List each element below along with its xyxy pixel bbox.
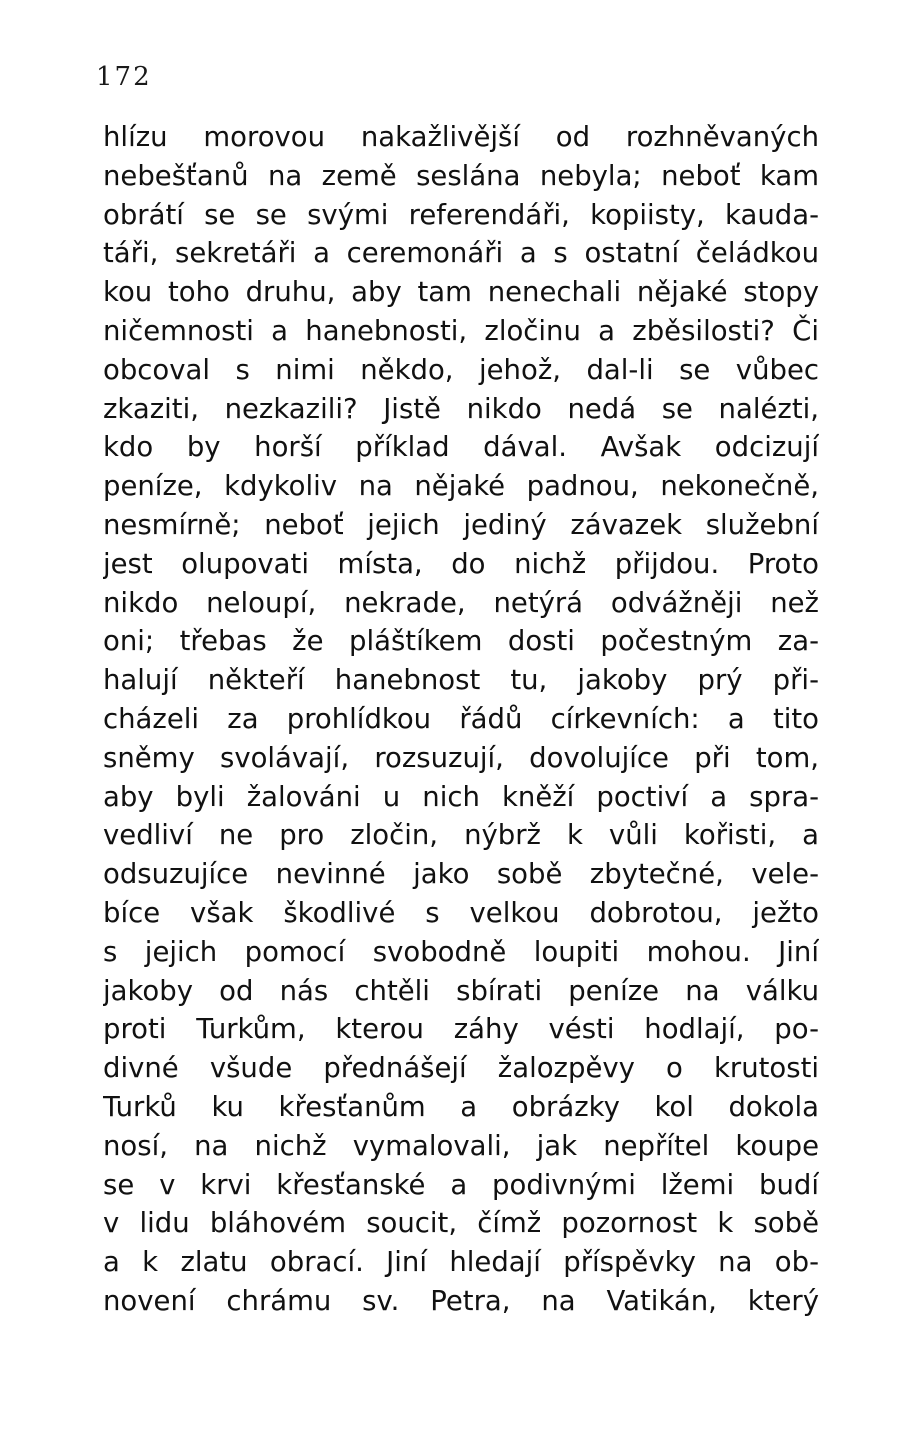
text-line: odsuzujíce nevinné jako sobě zbytečné, vele-	[103, 858, 819, 891]
text-line: nesmírně; neboť jejich jediný závazek služební	[103, 508, 819, 541]
text-line: divné všude přednášejí žalozpěvy o krutosti	[103, 1052, 819, 1085]
text-line: v lidu bláhovém soucit, čímž pozornost k sobě	[103, 1207, 819, 1240]
text-line: kdo by horší příklad dával. Avšak odcizují	[103, 431, 819, 464]
text-line: vedliví ne pro zločin, nýbrž k vůli kořisti, a	[103, 819, 819, 852]
text-line: ničemnosti a hanebnosti, zločinu a zběsilosti? Či	[103, 314, 819, 347]
body-text	[103, 118, 819, 1321]
text-line: aby byli žalováni u nich kněží poctiví a spra-	[103, 780, 819, 813]
text-line: kou toho druhu, aby tam nenechali nějaké stopy	[103, 276, 819, 309]
text-line: cházeli za prohlídkou řádů církevních: a tito	[103, 702, 819, 735]
text-line: peníze, kdykoliv na nějaké padnou, nekonečně,	[103, 470, 819, 503]
text-line: nikdo neloupí, nekrade, netýrá odvážněji než	[103, 586, 819, 619]
text-line: jest olupovati místa, do nichž přijdou. Proto	[103, 547, 819, 580]
page-number: 172	[96, 62, 152, 92]
text-line: se v krvi křesťanské a podivnými lžemi budí	[103, 1168, 819, 1201]
text-line: proti Turkům, kterou záhy vésti hodlají, po-	[103, 1013, 819, 1046]
text-line: obrátí se se svými referendáři, kopiisty, kauda-	[103, 198, 819, 231]
text-line: nosí, na nichž vymalovali, jak nepřítel koupe	[103, 1129, 819, 1162]
text-line: novení chrámu sv. Petra, na Vatikán, který	[103, 1284, 819, 1317]
text-line: nebešťanů na země seslána nebyla; neboť kam	[103, 159, 819, 192]
text-line: sněmy svolávají, rozsuzují, dovolujíce při tom,	[103, 741, 819, 774]
text-line: obcoval s nimi někdo, jehož, dal-li se vůbec	[103, 353, 819, 386]
text-line: jakoby od nás chtěli sbírati peníze na válku	[103, 974, 819, 1007]
text-line: zkaziti, nezkazili? Jistě nikdo nedá se nalézti,	[103, 392, 819, 425]
text-line: oni; třebas že pláštíkem dosti počestným za-	[103, 625, 819, 658]
text-line: Turků ku křesťanům a obrázky kol dokola	[103, 1090, 819, 1123]
text-line: halují někteří hanebnost tu, jakoby prý při-	[103, 664, 819, 697]
text-line: bíce však škodlivé s velkou dobrotou, ježto	[103, 896, 819, 929]
text-line: hlízu morovou nakažlivější od rozhněvaných	[103, 121, 819, 153]
text-line: s jejich pomocí svobodně loupiti mohou. Jiní	[103, 935, 819, 968]
text-line: a k zlatu obrací. Jiní hledají příspěvky na ob-	[103, 1246, 819, 1279]
text-line: táři, sekretáři a ceremonáři a s ostatní čeládkou	[103, 237, 819, 270]
